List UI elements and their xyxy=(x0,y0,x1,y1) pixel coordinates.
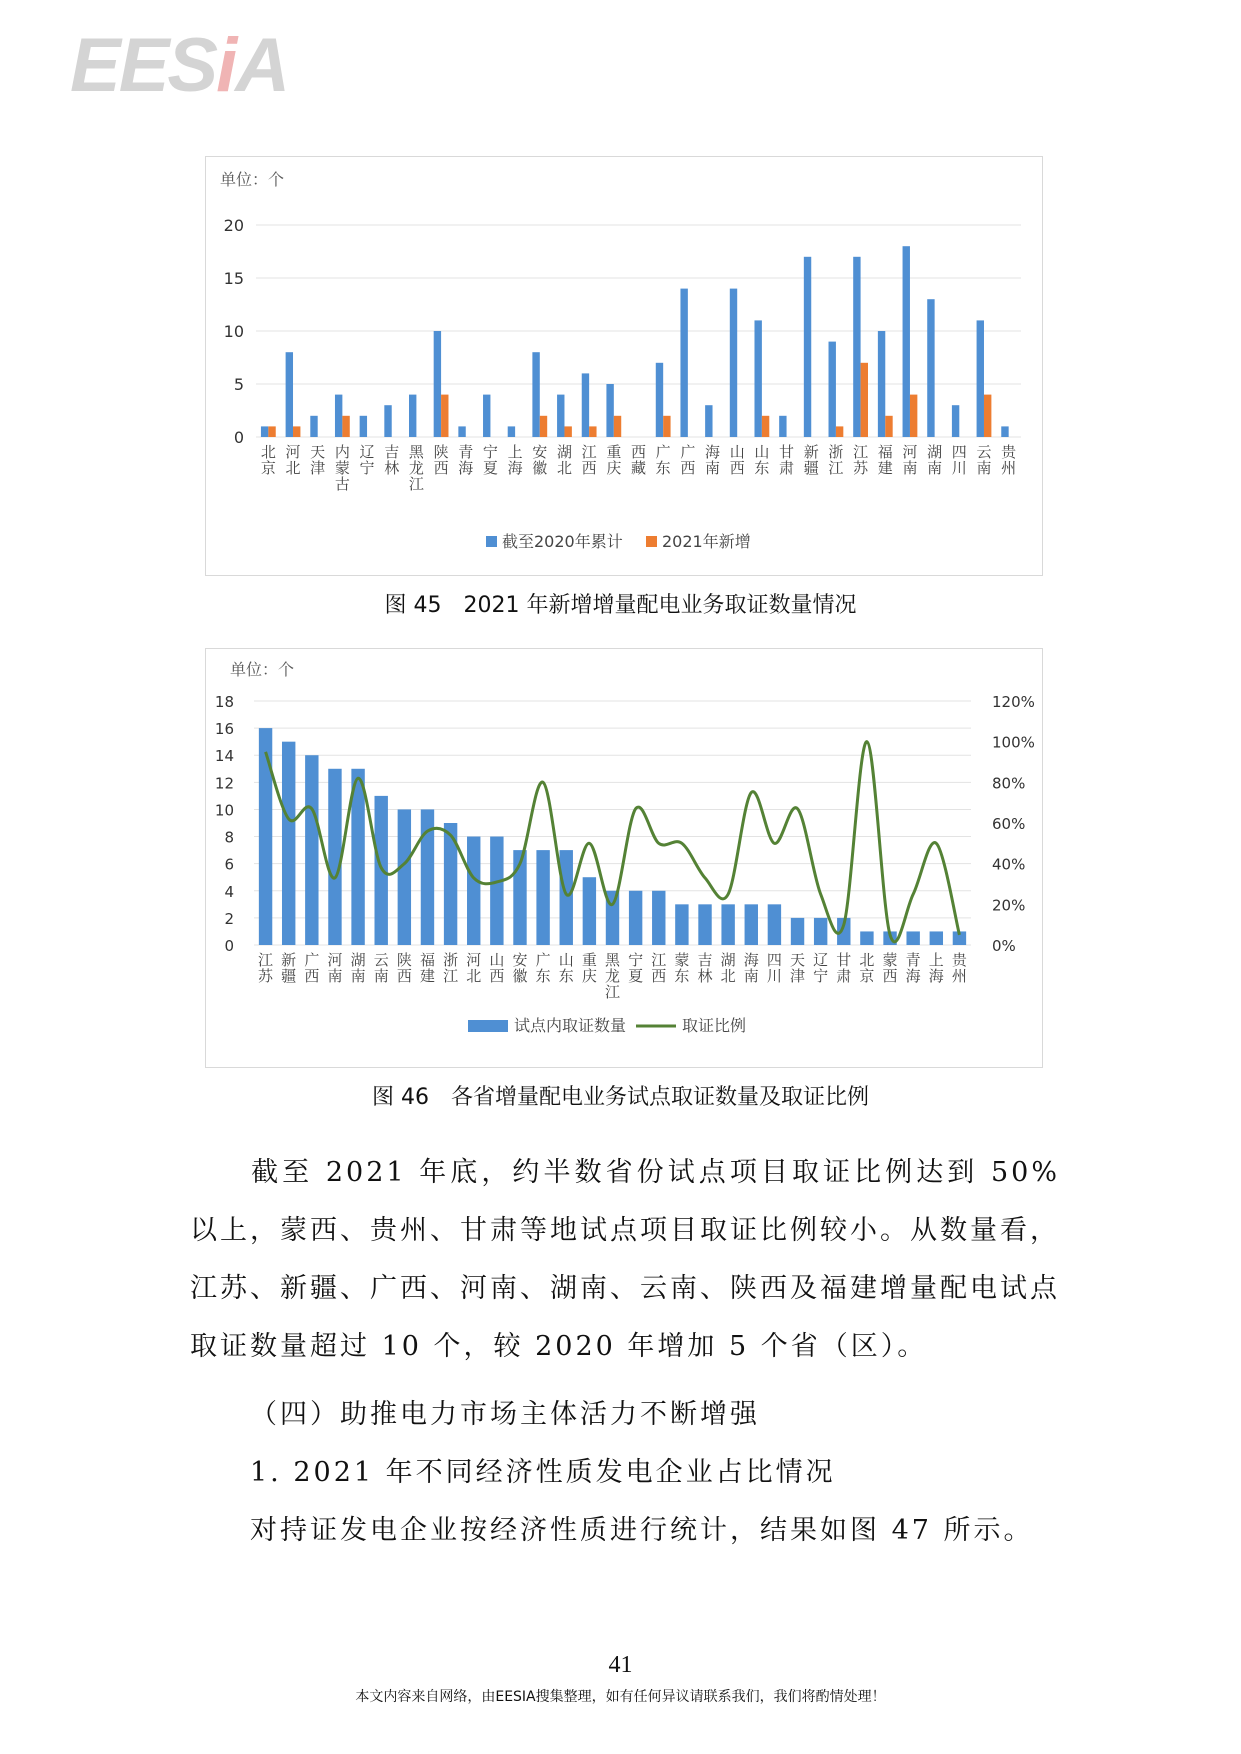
x-tick-label: 宁 xyxy=(813,967,829,985)
x-tick-label: 山 xyxy=(558,951,574,969)
x-tick-label: 湖 xyxy=(350,951,366,969)
y-left-tick-label: 0 xyxy=(224,937,234,955)
bar-new-2021 xyxy=(342,416,349,437)
x-tick-label: 京 xyxy=(260,459,276,477)
bar-new-2021 xyxy=(293,426,300,437)
subheading: 1. 2021 年不同经济性质发电企业占比情况 xyxy=(250,1457,836,1488)
bar-cumulative-2020 xyxy=(705,405,712,437)
bar-new-2021 xyxy=(564,426,571,437)
x-tick-label: 南 xyxy=(976,459,992,477)
y-tick-label: 10 xyxy=(223,322,244,341)
bar-cumulative-2020 xyxy=(878,331,885,437)
x-tick-label: 甘 xyxy=(779,443,795,461)
bar-certified-count xyxy=(814,918,827,945)
x-tick-label: 龙 xyxy=(408,459,424,477)
y-tick-label: 5 xyxy=(233,375,244,394)
bar-cumulative-2020 xyxy=(977,320,984,437)
bar-certified-count xyxy=(652,891,665,945)
legend-label-cumulative: 截至2020年累计 xyxy=(502,532,623,551)
x-tick-label: 黑 xyxy=(408,443,424,461)
bar-certified-count xyxy=(698,904,711,945)
x-tick-label: 西 xyxy=(651,967,667,985)
unit-label: 单位：个 xyxy=(230,660,295,679)
x-tick-label: 蒙 xyxy=(674,951,690,969)
bar-certified-count xyxy=(282,742,295,945)
x-tick-label: 徽 xyxy=(512,967,528,985)
bar-certified-count xyxy=(629,891,642,945)
bar-cumulative-2020 xyxy=(310,416,317,437)
bar-cumulative-2020 xyxy=(606,384,613,437)
bar-cumulative-2020 xyxy=(458,426,465,437)
x-tick-label: 夏 xyxy=(482,459,498,477)
x-tick-label: 东 xyxy=(754,459,770,477)
x-tick-label: 川 xyxy=(951,459,967,477)
x-tick-label: 东 xyxy=(535,967,551,985)
chart-fig46 xyxy=(205,648,1043,1068)
x-tick-label: 州 xyxy=(1001,459,1017,477)
y-left-tick-label: 8 xyxy=(224,828,234,847)
y-right-tick-label: 120% xyxy=(992,693,1035,711)
bar-cumulative-2020 xyxy=(1001,426,1008,437)
x-tick-label: 黑 xyxy=(604,951,621,969)
x-tick-label: 京 xyxy=(859,967,875,985)
x-tick-label: 天 xyxy=(310,443,326,461)
x-tick-label: 湖 xyxy=(927,443,943,461)
y-right-tick-label: 80% xyxy=(992,774,1026,793)
x-tick-label: 山 xyxy=(754,443,770,461)
x-tick-label: 西 xyxy=(729,459,745,477)
bar-cumulative-2020 xyxy=(335,395,342,437)
x-tick-label: 山 xyxy=(489,951,505,969)
bar-cumulative-2020 xyxy=(952,405,959,437)
x-tick-label: 上 xyxy=(507,443,523,461)
bar-certified-count xyxy=(860,931,873,945)
x-tick-label: 北 xyxy=(260,443,276,461)
bar-cumulative-2020 xyxy=(582,373,589,437)
x-tick-label: 南 xyxy=(705,459,721,477)
bar-certified-count xyxy=(768,904,781,945)
x-tick-label: 夏 xyxy=(628,967,644,985)
legend-label-new: 2021年新增 xyxy=(662,532,751,551)
x-tick-label: 甘 xyxy=(836,951,852,969)
x-tick-label: 北 xyxy=(720,967,736,985)
y-right-tick-label: 40% xyxy=(992,855,1026,874)
bar-certified-count xyxy=(745,904,758,945)
x-tick-label: 福 xyxy=(877,443,893,461)
y-right-tick-label: 60% xyxy=(992,815,1026,833)
y-left-tick-label: 6 xyxy=(224,855,234,874)
x-tick-label: 四 xyxy=(766,951,782,969)
x-tick-label: 江 xyxy=(581,443,597,461)
bar-new-2021 xyxy=(836,426,843,437)
x-tick-label: 南 xyxy=(350,967,366,985)
section-heading: （四）助推电力市场主体活力不断增强 xyxy=(250,1399,760,1430)
x-tick-label: 州 xyxy=(951,967,967,985)
x-tick-label: 江 xyxy=(853,443,869,461)
x-tick-label: 宁 xyxy=(628,951,644,969)
x-tick-label: 西 xyxy=(680,459,696,477)
y-left-tick-label: 10 xyxy=(214,801,234,820)
x-tick-label: 海 xyxy=(928,967,944,985)
bar-cumulative-2020 xyxy=(680,289,687,437)
x-tick-label: 东 xyxy=(558,967,574,985)
x-tick-label: 湖 xyxy=(720,951,736,969)
x-tick-label: 江 xyxy=(828,459,844,477)
bar-new-2021 xyxy=(441,395,448,437)
bar-certified-count xyxy=(490,837,503,945)
y-right-tick-label: 20% xyxy=(992,896,1026,915)
legend-label-count: 试点内取证数量 xyxy=(514,1016,627,1035)
x-tick-label: 东 xyxy=(655,459,671,477)
bar-cumulative-2020 xyxy=(656,363,663,437)
bar-cumulative-2020 xyxy=(434,331,441,437)
body-paragraph-2: 对持证发电企业按经济性质进行统计，结果如图 47 所示。 xyxy=(250,1515,1034,1546)
x-tick-label: 青 xyxy=(905,951,921,969)
bar-new-2021 xyxy=(663,416,670,437)
x-tick-label: 西 xyxy=(882,967,898,985)
x-tick-label: 广 xyxy=(655,443,671,461)
x-tick-label: 北 xyxy=(466,967,482,985)
x-tick-label: 南 xyxy=(902,459,918,477)
page-number: 41 xyxy=(608,1652,633,1678)
bar-certified-count xyxy=(305,755,318,945)
x-tick-label: 河 xyxy=(285,443,301,461)
x-tick-label: 林 xyxy=(697,967,713,985)
y-right-tick-label: 0% xyxy=(992,937,1016,955)
bar-certified-count xyxy=(560,850,573,945)
bar-certified-count xyxy=(398,809,411,945)
x-tick-label: 海 xyxy=(743,951,759,969)
bar-certified-count xyxy=(259,728,272,945)
bar-certified-count xyxy=(583,877,596,945)
x-tick-label: 海 xyxy=(705,443,721,461)
bar-cumulative-2020 xyxy=(286,352,293,437)
x-tick-label: 浙 xyxy=(828,443,844,461)
x-tick-label: 林 xyxy=(384,459,400,477)
x-tick-label: 海 xyxy=(905,967,921,985)
eesia-logo: EESiA xyxy=(70,23,289,108)
x-tick-label: 吉 xyxy=(384,443,400,461)
chart-fig45 xyxy=(205,156,1043,576)
legend-swatch-count xyxy=(468,1020,508,1032)
x-tick-label: 蒙 xyxy=(334,459,350,477)
x-tick-label: 西 xyxy=(433,459,449,477)
x-tick-label: 重 xyxy=(581,951,597,969)
bar-cumulative-2020 xyxy=(532,352,539,437)
x-tick-label: 广 xyxy=(535,951,551,969)
x-tick-label: 疆 xyxy=(803,459,819,477)
y-left-tick-label: 16 xyxy=(214,720,234,739)
x-tick-label: 贵 xyxy=(951,951,967,969)
x-tick-label: 广 xyxy=(304,951,320,969)
bar-certified-count xyxy=(930,931,943,945)
x-tick-label: 西 xyxy=(581,459,597,477)
x-tick-label: 江 xyxy=(604,983,621,1001)
x-tick-label: 浙 xyxy=(443,951,459,969)
bar-cumulative-2020 xyxy=(360,416,367,437)
x-tick-label: 蒙 xyxy=(882,951,898,969)
bar-new-2021 xyxy=(762,416,769,437)
x-tick-label: 北 xyxy=(859,951,875,969)
x-tick-label: 北 xyxy=(556,459,572,477)
y-left-tick-label: 18 xyxy=(214,693,234,711)
bar-certified-count xyxy=(721,904,734,945)
bar-cumulative-2020 xyxy=(261,426,268,437)
x-tick-label: 广 xyxy=(680,443,696,461)
body-paragraph-1: 截至 2021 年底，约半数省份试点项目取证比例达到 50%以上，蒙西、贵州、甘肃等地试点项目取证比例较小。从数量看，江苏、新疆、广西、河南、湖南、云南、陕西及福建增量配电试点取证数量超过 10 个，较 2020 年增加 5 个省（区）。 xyxy=(190,1157,1060,1362)
bar-cumulative-2020 xyxy=(557,395,564,437)
chart-fig46-svg xyxy=(206,649,1042,1067)
x-tick-label: 肃 xyxy=(836,967,852,985)
bar-cumulative-2020 xyxy=(903,246,910,437)
x-tick-label: 古 xyxy=(334,475,350,493)
x-tick-label: 四 xyxy=(951,443,967,461)
x-tick-label: 天 xyxy=(790,951,806,969)
bar-cumulative-2020 xyxy=(829,342,836,437)
bar-new-2021 xyxy=(984,395,991,437)
x-tick-label: 庆 xyxy=(581,967,597,985)
bar-cumulative-2020 xyxy=(384,405,391,437)
x-tick-label: 庆 xyxy=(606,459,622,477)
x-tick-label: 建 xyxy=(419,967,435,985)
x-tick-label: 辽 xyxy=(359,443,375,461)
y-left-tick-label: 4 xyxy=(224,882,234,901)
x-tick-label: 海 xyxy=(458,459,474,477)
legend-label-ratio: 取证比例 xyxy=(682,1016,747,1035)
x-tick-label: 津 xyxy=(790,967,806,985)
x-tick-label: 青 xyxy=(458,443,474,461)
x-tick-label: 安 xyxy=(512,951,528,969)
x-tick-label: 西 xyxy=(489,967,505,985)
y-tick-label: 0 xyxy=(233,428,244,447)
bar-new-2021 xyxy=(268,426,275,437)
x-tick-label: 江 xyxy=(258,951,274,969)
x-tick-label: 陕 xyxy=(396,951,412,969)
x-tick-label: 南 xyxy=(927,459,943,477)
x-tick-label: 东 xyxy=(674,967,690,985)
x-tick-label: 河 xyxy=(902,443,918,461)
y-right-tick-label: 100% xyxy=(992,733,1035,752)
bar-certified-count xyxy=(467,837,480,945)
legend-swatch-cumulative xyxy=(486,536,497,547)
bar-cumulative-2020 xyxy=(483,395,490,437)
bar-new-2021 xyxy=(540,416,547,437)
bar-cumulative-2020 xyxy=(754,320,761,437)
bar-new-2021 xyxy=(589,426,596,437)
bar-cumulative-2020 xyxy=(508,426,515,437)
x-tick-label: 安 xyxy=(532,443,548,461)
x-tick-label: 江 xyxy=(443,967,459,985)
bar-new-2021 xyxy=(861,363,868,437)
x-tick-label: 贵 xyxy=(1001,443,1017,461)
y-left-tick-label: 12 xyxy=(214,774,234,793)
figure-45-caption: 图 45 2021 年新增增量配电业务取证数量情况 xyxy=(384,593,857,618)
y-tick-label: 20 xyxy=(223,216,244,235)
x-tick-label: 苏 xyxy=(853,459,869,477)
x-tick-label: 川 xyxy=(766,967,782,985)
x-tick-label: 肃 xyxy=(779,459,795,477)
x-tick-label: 宁 xyxy=(359,459,375,477)
x-tick-label: 津 xyxy=(310,459,326,477)
x-tick-label: 龙 xyxy=(604,967,621,985)
bar-cumulative-2020 xyxy=(853,257,860,437)
x-tick-label: 云 xyxy=(373,951,389,969)
bar-cumulative-2020 xyxy=(779,416,786,437)
x-tick-label: 陕 xyxy=(433,443,449,461)
x-tick-label: 吉 xyxy=(697,951,713,969)
legend-swatch-new xyxy=(646,536,657,547)
unit-label: 单位：个 xyxy=(220,170,285,189)
x-tick-label: 苏 xyxy=(258,967,274,985)
x-tick-label: 云 xyxy=(976,443,992,461)
x-tick-label: 河 xyxy=(327,951,343,969)
y-tick-label: 15 xyxy=(223,269,244,288)
x-tick-label: 南 xyxy=(743,967,759,985)
x-tick-label: 南 xyxy=(373,967,389,985)
x-tick-label: 上 xyxy=(928,951,944,969)
bar-new-2021 xyxy=(614,416,621,437)
figure-46-caption: 图 46 各省增量配电业务试点取证数量及取证比例 xyxy=(372,1085,869,1110)
x-tick-label: 西 xyxy=(396,967,412,985)
x-tick-label: 福 xyxy=(419,951,435,969)
bar-certified-count xyxy=(791,918,804,945)
x-tick-label: 山 xyxy=(729,443,745,461)
x-tick-label: 藏 xyxy=(630,459,647,477)
x-tick-label: 疆 xyxy=(281,967,297,985)
x-tick-label: 新 xyxy=(803,443,819,461)
x-tick-label: 西 xyxy=(304,967,320,985)
bar-cumulative-2020 xyxy=(409,395,416,437)
x-tick-label: 内 xyxy=(334,443,350,461)
x-tick-label: 南 xyxy=(327,967,343,985)
x-tick-label: 北 xyxy=(285,459,301,477)
x-tick-label: 徽 xyxy=(532,459,548,477)
bar-certified-count xyxy=(906,931,919,945)
x-tick-label: 西 xyxy=(630,443,647,461)
bar-cumulative-2020 xyxy=(927,299,934,437)
x-tick-label: 宁 xyxy=(482,443,498,461)
x-tick-label: 辽 xyxy=(813,951,829,969)
bar-certified-count xyxy=(675,904,688,945)
x-tick-label: 海 xyxy=(507,459,523,477)
x-tick-label: 湖 xyxy=(556,443,572,461)
x-tick-label: 江 xyxy=(651,951,667,969)
bar-certified-count xyxy=(328,769,341,945)
x-tick-label: 重 xyxy=(606,443,622,461)
y-left-tick-label: 2 xyxy=(224,909,234,928)
bar-cumulative-2020 xyxy=(804,257,811,437)
x-tick-label: 新 xyxy=(281,951,297,969)
x-tick-label: 河 xyxy=(466,951,482,969)
bar-cumulative-2020 xyxy=(730,289,737,437)
y-left-tick-label: 14 xyxy=(214,747,234,766)
x-tick-label: 江 xyxy=(408,475,424,493)
bar-new-2021 xyxy=(910,395,917,437)
footer-note: 本文内容来自网络，由EESIA搜集整理，如有任何异议请联系我们，我们将酌情处理！ xyxy=(355,1689,886,1705)
chart-fig45-svg xyxy=(206,157,1042,575)
bar-certified-count xyxy=(536,850,549,945)
x-tick-label: 建 xyxy=(877,459,893,477)
bar-new-2021 xyxy=(885,416,892,437)
